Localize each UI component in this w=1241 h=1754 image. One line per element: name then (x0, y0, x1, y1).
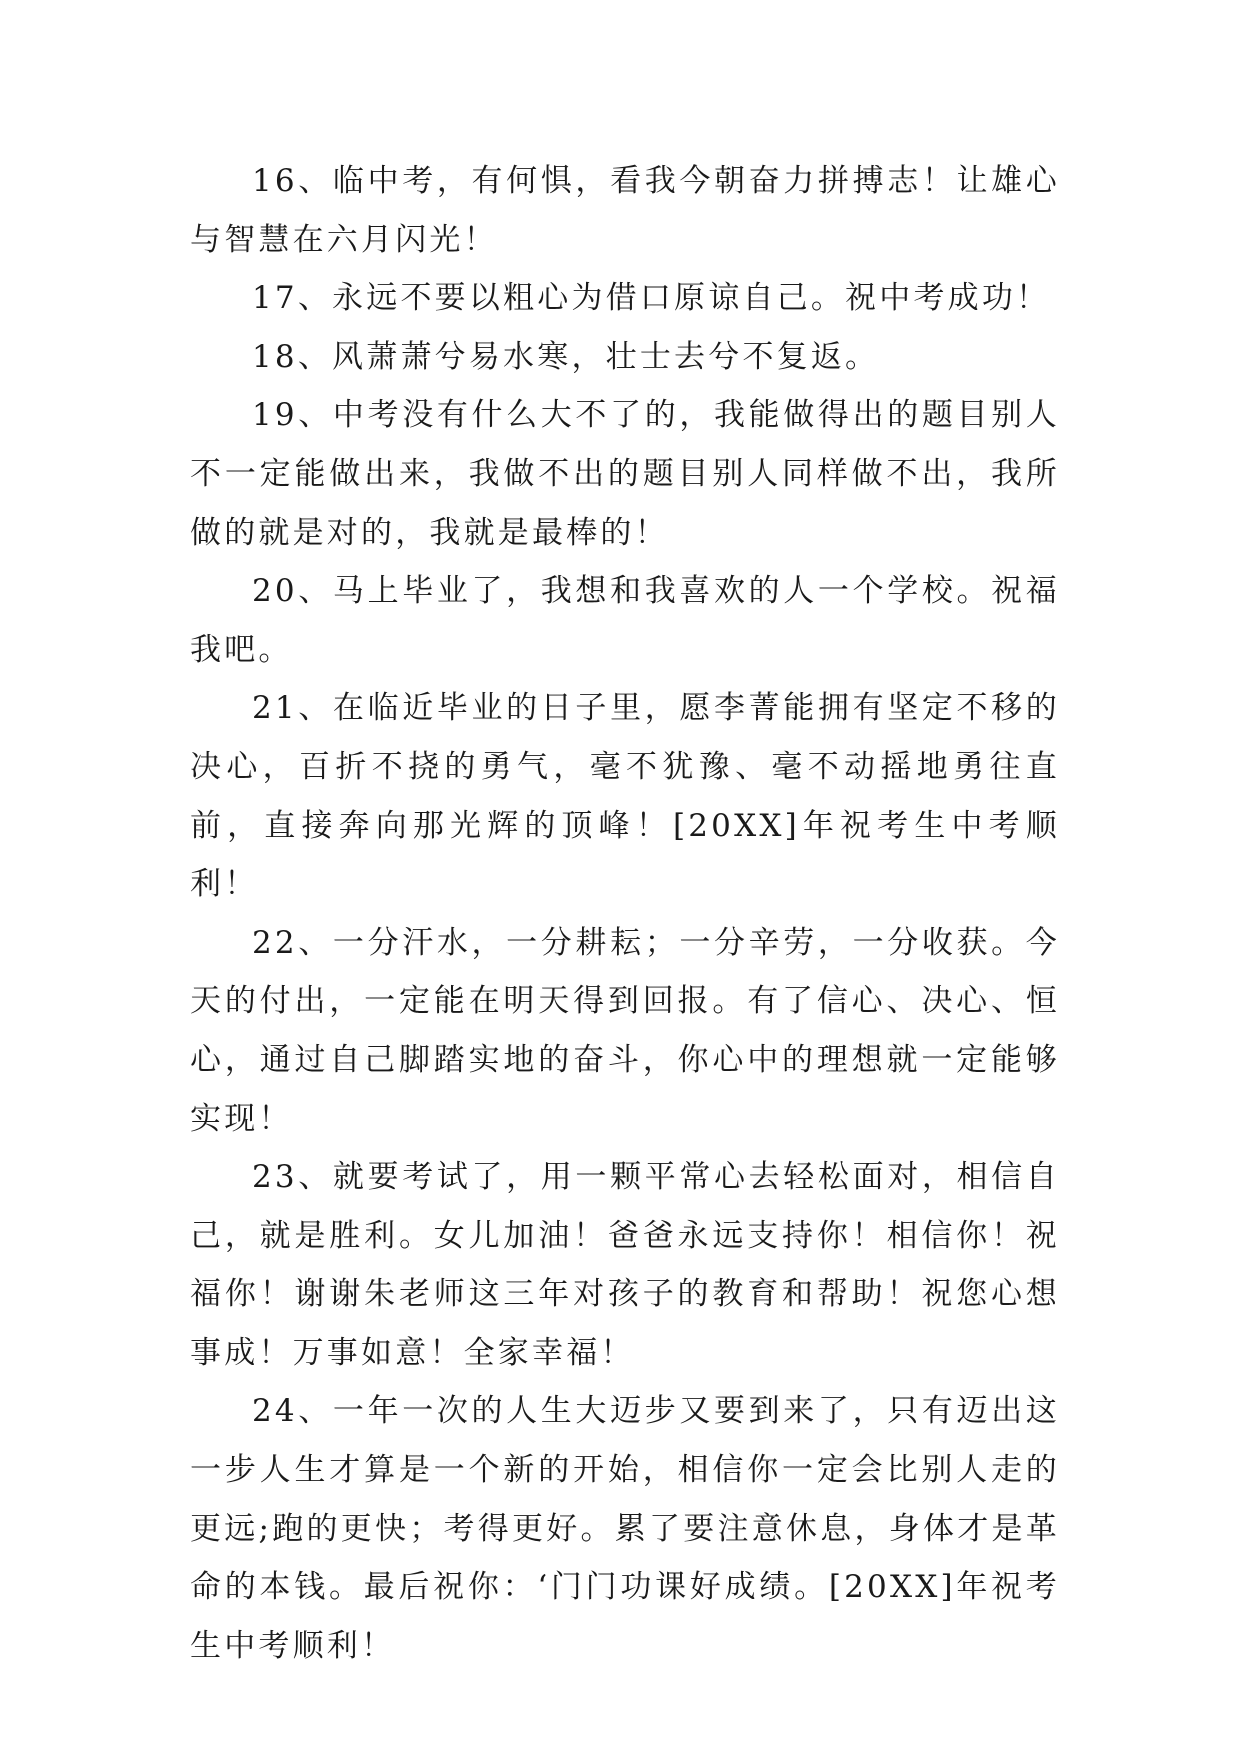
paragraph-17: 17、永远不要以粗心为借口原谅自己。祝中考成功！ (252, 280, 1051, 317)
paragraph-16: 16、临中考，有何惧，看我今朝奋力拼搏志！让雄心与智慧在六月闪光！ (190, 163, 1060, 258)
paragraph-22: 22、一分汗水，一分耕耘；一分辛劳，一分收获。今天的付出，一定能在明天得到回报。有了信心、决心、恒心，通过自己脚踏实地的奋斗，你心中的理想就一定能够实现！ (190, 924, 1060, 1137)
paragraph-23: 23、就要考试了，用一颗平常心去轻松面对，相信自己，就是胜利。女儿加油！爸爸永远支持你！相信你！祝福你！谢谢朱老师这三年对孩子的教育和帮助！祝您心想事成！万事如意！全家幸福！ (190, 1159, 1060, 1371)
paragraph-24: 24、一年一次的人生大迈步又要到来了，只有迈出这一步人生才算是一个新的开始，相信你一定会比别人走的更远;跑的更快；考得更好。累了要注意休息，身体才是革命的本钱。最后祝你：‘门门功课好成绩。[20XX]年祝考生中考顺利！ (190, 1393, 1060, 1664)
paragraph-20: 20、马上毕业了，我想和我喜欢的人一个学校。祝福我吧。 (190, 573, 1060, 668)
paragraph-18: 18、风萧萧兮易水寒，壮士去兮不复返。 (252, 338, 880, 375)
paragraph-19: 19、中考没有什么大不了的，我能做得出的题目别人不一定能做出来，我做不出的题目别人同样做不出，我所做的就是对的，我就是最棒的！ (190, 397, 1060, 551)
document-body (190, 152, 1060, 1675)
paragraph-21: 21、在临近毕业的日子里，愿李菁能拥有坚定不移的决心，百折不挠的勇气，毫不犹豫、毫不动摇地勇往直前，直接奔向那光辉的顶峰！[20XX]年祝考生中考顺利！ (190, 690, 1060, 903)
